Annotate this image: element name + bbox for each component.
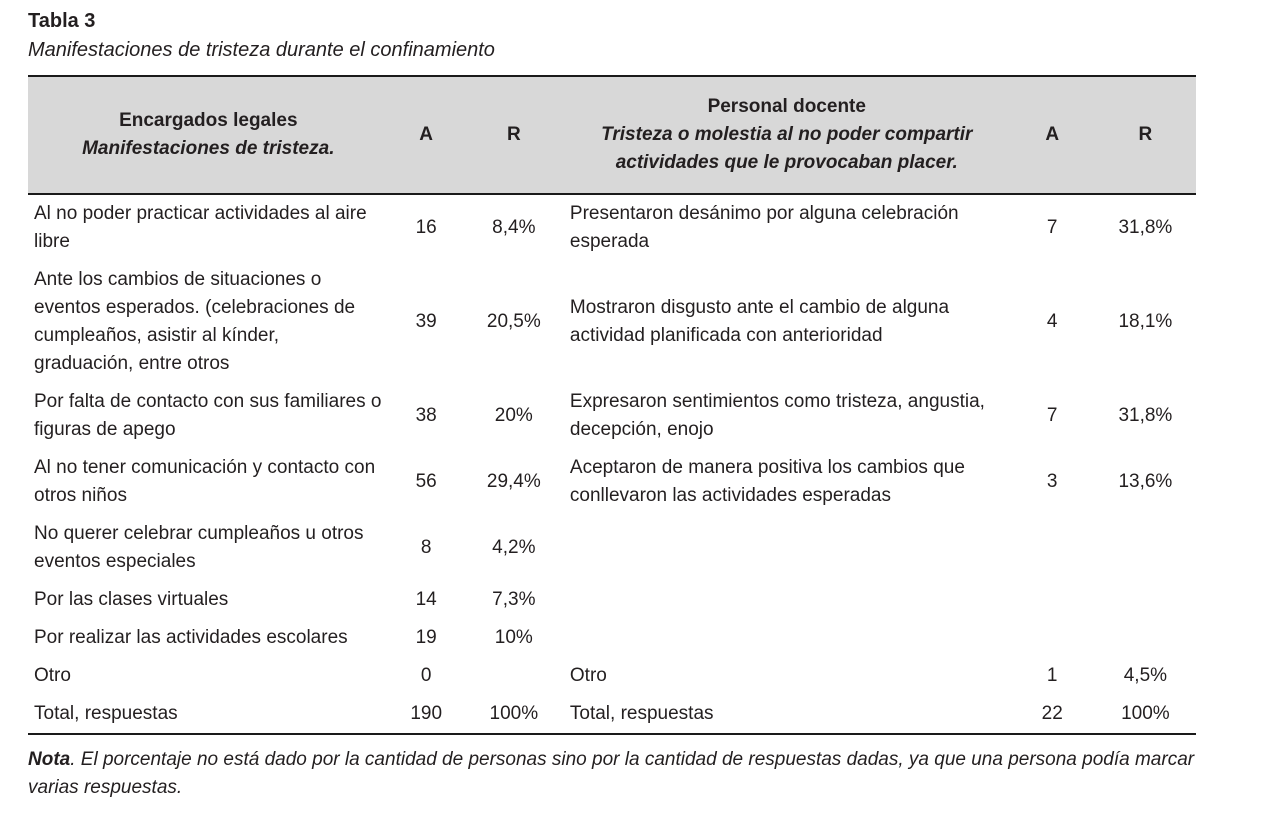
left-group-subtitle: Manifestaciones de tristeza. xyxy=(82,138,335,159)
relative-value-left: 10% xyxy=(494,627,533,648)
table-row xyxy=(28,619,1196,657)
row-label-right xyxy=(564,619,1010,657)
absolute-value-left: 56 xyxy=(415,471,437,492)
table-note xyxy=(28,746,1196,802)
table-row xyxy=(28,449,1196,515)
absolute-value-left: 38 xyxy=(415,405,437,426)
right-group-subtitle: Tristeza o molestia al no poder compartir actividades que le provocaban placer. xyxy=(601,124,973,173)
relative-value-left: 8,4% xyxy=(492,217,536,238)
absolute-value-left: 190 xyxy=(410,703,443,724)
row-label-left: Por las clases virtuales xyxy=(34,589,229,610)
absolute-value-right: 7 xyxy=(1046,217,1058,238)
absolute-value-left: 14 xyxy=(415,589,437,610)
data-table xyxy=(28,75,1196,735)
absolute-value-left: 8 xyxy=(420,537,432,558)
col-header-right-group xyxy=(564,76,1010,194)
table-row xyxy=(28,515,1196,581)
row-label-right: Presentaron desánimo por alguna celebración esperada xyxy=(569,203,959,252)
table-body xyxy=(28,194,1196,734)
relative-value-right xyxy=(1095,581,1196,619)
row-label-left: Al no poder practicar actividades al aire libre xyxy=(34,203,367,252)
row-label-right: Otro xyxy=(569,665,607,686)
absolute-value-right xyxy=(1010,515,1095,581)
row-label-left: Por falta de contacto con sus familiares o figuras de apego xyxy=(34,391,382,440)
absolute-value-left: 0 xyxy=(420,665,432,686)
absolute-value-right: 3 xyxy=(1046,471,1058,492)
relative-value-left: 4,2% xyxy=(492,537,536,558)
relative-value-right xyxy=(1095,515,1196,581)
relative-value-left: 20% xyxy=(494,405,533,426)
absolute-value-left: 16 xyxy=(415,217,437,238)
relative-value-left: 20,5% xyxy=(486,311,541,332)
row-label-left: Total, respuestas xyxy=(34,703,178,724)
note-text: . El porcentaje no está dado por la cantidad de personas sino por la cantidad de respuestas dadas, ya que una persona podía marcar varias respuestas. xyxy=(28,749,1195,798)
relative-value-left xyxy=(464,657,564,695)
left-group-title: Encargados legales xyxy=(119,110,298,131)
absolute-value-right: 4 xyxy=(1046,311,1058,332)
absolute-value-right: 7 xyxy=(1046,405,1058,426)
relative-value-right: 4,5% xyxy=(1123,665,1168,686)
table-row xyxy=(28,581,1196,619)
col-header-left-group xyxy=(28,76,389,194)
row-label-right: Total, respuestas xyxy=(569,703,714,724)
relative-value-left: 7,3% xyxy=(492,589,536,610)
table-subtitle: Manifestaciones de tristeza durante el confinamiento xyxy=(28,39,495,61)
table-row xyxy=(28,657,1196,695)
relative-value-right: 100% xyxy=(1121,703,1170,724)
relative-value-right xyxy=(1095,619,1196,657)
absolute-value-right: 1 xyxy=(1046,665,1058,686)
table-title: Tabla 3 xyxy=(28,10,96,32)
row-label-right xyxy=(564,515,1010,581)
row-label-left: Por realizar las actividades escolares xyxy=(34,627,348,648)
row-label-right xyxy=(564,581,1010,619)
row-label-left: Al no tener comunicación y contacto con otros niños xyxy=(34,457,376,506)
col-header-left-absolute: A xyxy=(419,124,434,145)
absolute-value-right xyxy=(1010,581,1095,619)
absolute-value-right: 22 xyxy=(1041,703,1063,724)
col-header-right-relative: R xyxy=(1138,124,1153,145)
row-label-right: Expresaron sentimientos como tristeza, angustia, decepción, enojo xyxy=(569,391,985,440)
row-label-left: No querer celebrar cumpleaños u otros eventos especiales xyxy=(34,523,364,572)
relative-value-right: 13,6% xyxy=(1118,471,1173,492)
relative-value-right: 18,1% xyxy=(1118,311,1173,332)
relative-value-right: 31,8% xyxy=(1118,405,1173,426)
row-label-left: Ante los cambios de situaciones o eventos esperados. (celebraciones de cumpleaños, asistir al kínder, graduación, entre otros xyxy=(34,269,356,374)
table-row xyxy=(28,695,1196,734)
table-row xyxy=(28,383,1196,449)
relative-value-left: 100% xyxy=(489,703,539,724)
table-row xyxy=(28,194,1196,261)
right-group-title: Personal docente xyxy=(707,96,866,117)
row-label-left: Otro xyxy=(34,665,71,686)
col-header-right-absolute: A xyxy=(1045,124,1060,145)
absolute-value-left: 19 xyxy=(415,627,437,648)
absolute-value-left: 39 xyxy=(415,311,437,332)
header-row xyxy=(28,76,1196,194)
relative-value-right: 31,8% xyxy=(1118,217,1173,238)
col-header-left-relative: R xyxy=(506,124,521,145)
table-row xyxy=(28,261,1196,383)
absolute-value-right xyxy=(1010,619,1095,657)
relative-value-left: 29,4% xyxy=(486,471,541,492)
row-label-right: Mostraron disgusto ante el cambio de alguna actividad planificada con anterioridad xyxy=(569,297,950,346)
row-label-right: Aceptaron de manera positiva los cambios que conllevaron las actividades esperadas xyxy=(569,457,965,506)
note-label: Nota xyxy=(28,749,71,770)
